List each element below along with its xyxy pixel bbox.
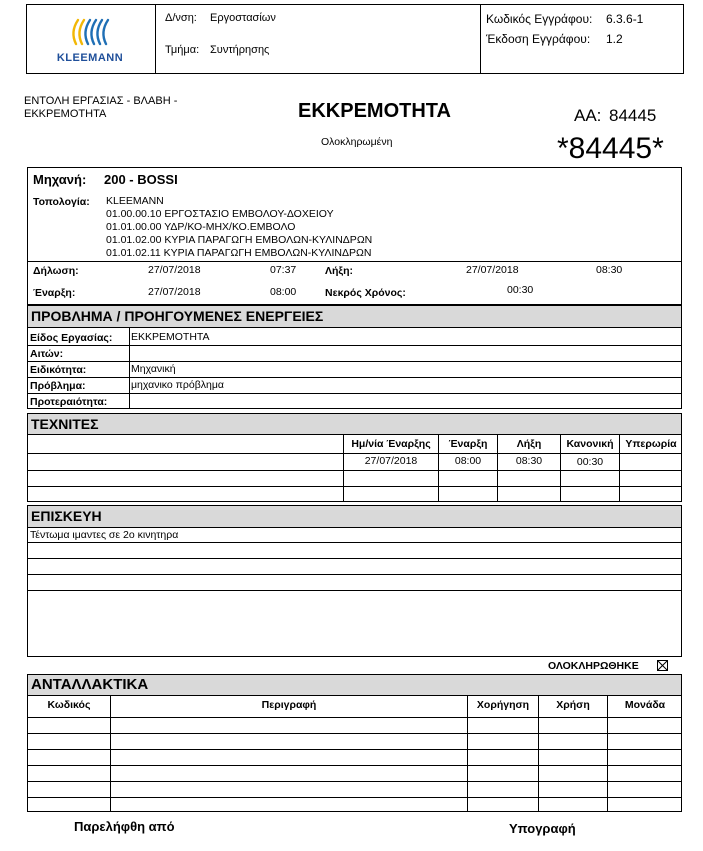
start-time: 08:00: [270, 286, 297, 298]
logo-mark-icon: [40, 10, 140, 50]
department-label: Τμήμα:: [165, 44, 200, 56]
parts-col-header: Περιγραφή: [261, 699, 317, 711]
parts-col-header: Χρήση: [556, 699, 590, 711]
visit-description: Τέντωμα ιμαντες σε 2ο κινητηρα: [30, 529, 179, 541]
division-label: Δ/νση:: [165, 12, 197, 24]
tech-col-header: Υπερωρία: [625, 438, 677, 450]
tech-col-header: Κανονική: [566, 438, 614, 450]
visit-row-divider: [27, 558, 682, 559]
doc-version-value: 1.2: [606, 32, 623, 46]
division-value: Εργοστασίων: [210, 12, 276, 24]
start-date: 27/07/2018: [148, 286, 201, 298]
aa-label: ΑΑ:: [574, 106, 602, 125]
specialty-label: Ειδικότητα:: [30, 364, 87, 376]
problem-label: Πρόβλημα:: [30, 380, 86, 392]
declaration-time: 07:37: [270, 264, 297, 276]
dead-time-value: 00:30: [507, 284, 534, 296]
expiry-time: 08:30: [596, 264, 623, 276]
declaration-date: 27/07/2018: [148, 264, 201, 276]
problem-section-title: ΠΡΟΒΛΗΜΑ / ΠΡΟΗΓΟΥΜΕΝΕΣ ΕΝΕΡΓΕΙΕΣ: [28, 306, 681, 328]
order-type: ΕΝΤΟΛΗ ΕΡΓΑΣΙΑΣ - ΒΛΑΒΗ - ΕΚΚΡΕΜΟΤΗΤΑ: [24, 95, 178, 120]
parts-col-divider: [607, 696, 608, 812]
visit-row-divider: [27, 542, 682, 543]
header-divider: [480, 4, 481, 74]
work-type-value: ΕΚΚΡΕΜΟΤΗΤΑ: [131, 331, 210, 343]
tech-col-header: Λήξη: [516, 438, 542, 450]
topology-line: 01.01.02.11 ΚΥΡΙΑ ΠΑΡΑΓΩΓΗ ΕΜΒΟΛΩΝ-ΚΥΛΙΝΔΡΩΝ: [106, 247, 372, 259]
parts-col-header: Μονάδα: [624, 699, 666, 711]
tech-end: 08:30: [515, 455, 543, 467]
signature-label: Υπογραφή: [509, 821, 576, 836]
parts-col-divider: [538, 696, 539, 812]
topology-line: KLEEMANN: [106, 195, 164, 207]
start-label: Έναρξη:: [33, 287, 76, 299]
parts-col-header: Χορήγηση: [476, 699, 530, 711]
tech-row-divider: [27, 453, 682, 454]
problem-row-divider: [27, 361, 682, 362]
status-text: Ολοκληρωμένη: [321, 136, 393, 148]
topology-label: Τοπολογία:: [33, 196, 90, 208]
topology-line: 01.01.02.00 ΚΥΡΙΑ ΠΑΡΑΓΩΓΗ ΕΜΒΟΛΩΝ-ΚΥΛΙΝΔΡΩΝ: [106, 234, 373, 246]
visit-row-divider: [27, 574, 682, 575]
tech-start: 08:00: [454, 455, 482, 467]
department-value: Συντήρησης: [210, 44, 270, 56]
parts-col-divider: [467, 696, 468, 812]
declaration-label: Δήλωση:: [33, 265, 79, 277]
machine-value: 200 - BOSSI: [104, 172, 178, 187]
parts-col-divider: [110, 696, 111, 812]
topology-line: 01.00.00.10 ΕΡΓΟΣΤΑΣΙΟ ΕΜΒΟΛΟΥ-ΔΟΧΕΙΟΥ: [106, 208, 334, 220]
priority-label: Προτεραιότητα:: [30, 396, 108, 408]
visit-row-divider: [27, 590, 682, 591]
completed-label: ΟΛΟΚΛΗΡΩΘΗΚΕ: [548, 660, 639, 672]
aa-value: 84445: [609, 106, 657, 125]
topology-line: 01.01.00.00 ΥΔΡ/ΚΟ-ΜΗΧ/ΚΟ.ΕΜΒΟΛΟ: [106, 221, 296, 233]
machine-label: Μηχανή:: [33, 172, 87, 187]
parts-row-divider: [27, 749, 682, 750]
completed-checkbox[interactable]: [657, 660, 668, 671]
requester-label: Αιτών:: [30, 348, 64, 360]
problem-value: μηχανικο πρόβλημα: [131, 379, 224, 391]
machine-divider: [27, 261, 682, 262]
parts-row-divider: [27, 733, 682, 734]
parts-row-divider: [27, 765, 682, 766]
tech-date: 27/07/2018: [364, 455, 418, 467]
tech-normal: 00:30: [576, 456, 604, 468]
expiry-label: Λήξη:: [325, 265, 354, 277]
parts-row-divider: [27, 781, 682, 782]
parts-section-title: ΑΝΤΑΛΛΑΚΤΙΚΑ: [28, 675, 681, 696]
parts-row-divider: [27, 717, 682, 718]
parts-col-header: Κωδικός: [47, 699, 91, 711]
page-title: ΕΚΚΡΕΜΟΤΗΤΑ: [298, 100, 451, 122]
barcode-text: *84445*: [557, 132, 664, 165]
problem-col-divider: [129, 328, 130, 409]
tech-row-divider: [27, 486, 682, 487]
header-divider: [155, 4, 156, 74]
problem-row-divider: [27, 393, 682, 394]
doc-version-label: Έκδοση Εγγράφου:: [486, 32, 591, 46]
tech-col-header: Έναρξη: [448, 438, 488, 450]
kleemann-logo: [40, 10, 140, 68]
technicians-section-title: ΤΕΧΝΙΤΕΣ: [28, 414, 681, 435]
checkbox-x-icon: [658, 661, 667, 670]
problem-row-divider: [27, 345, 682, 346]
doc-code-value: 6.3.6-1: [606, 12, 644, 26]
problem-row-divider: [27, 377, 682, 378]
tech-row-divider: [27, 470, 682, 471]
tech-col-header: Ημ/νία Έναρξης: [351, 438, 431, 450]
specialty-value: Μηχανική: [131, 363, 176, 375]
work-type-label: Είδος Εργασίας:: [30, 332, 113, 344]
expiry-date: 27/07/2018: [466, 264, 519, 276]
logo-text: KLEEMANN: [56, 52, 124, 64]
parts-row-divider: [27, 797, 682, 798]
visit-section-title: ΕΠΙΣΚΕΥΗ: [28, 506, 681, 528]
doc-code-label: Κωδικός Εγγράφου:: [486, 12, 593, 26]
dead-time-label: Νεκρός Χρόνος:: [325, 287, 406, 299]
received-by-label: Παρελήφθη από: [74, 819, 175, 834]
